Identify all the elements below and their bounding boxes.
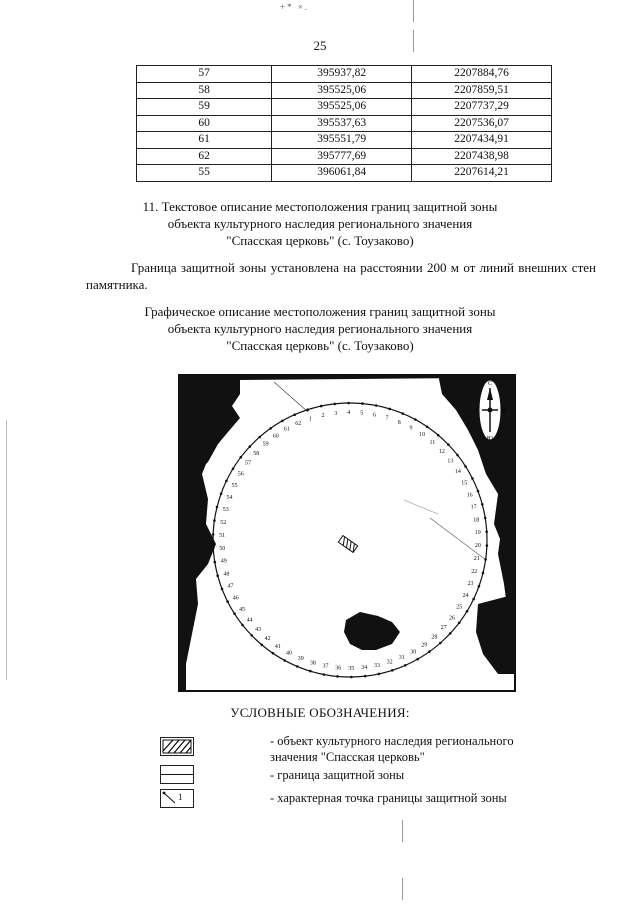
boundary-point-marker — [478, 585, 481, 588]
boundary-point-label: 36 — [335, 665, 342, 672]
boundary-point-label: 9 — [409, 425, 413, 432]
boundary-point-marker — [281, 420, 284, 423]
compass-east-label: В — [501, 408, 507, 414]
table-cell: 55 — [137, 165, 272, 182]
scan-marks: +* ×. — [280, 2, 310, 12]
legend-item-object-line1: - объект культурного наследия регионального — [270, 734, 514, 748]
boundary-point-marker — [258, 436, 261, 439]
boundary-point-marker — [334, 403, 337, 406]
boundary-point-marker — [249, 445, 252, 448]
boundary-point-marker — [471, 477, 474, 480]
boundary-point-marker — [240, 456, 243, 459]
legend-item-boundary: - граница защитной зоны — [270, 768, 405, 782]
table-cell: 2207884,76 — [412, 66, 552, 83]
boundary-point-label: 4 — [347, 410, 351, 416]
boundary-point-label: 1 — [308, 416, 312, 423]
boundary-point-marker — [272, 652, 275, 655]
table-cell: 60 — [137, 115, 272, 132]
boundary-point-label: 55 — [231, 482, 238, 489]
boundary-point-label: 48 — [223, 571, 230, 578]
table-row — [137, 99, 552, 116]
compass-south-label: Ю — [486, 436, 494, 442]
boundary-point-label: 42 — [264, 636, 271, 642]
boundary-point-marker — [388, 408, 391, 411]
boundary-point-label: 62 — [295, 420, 302, 427]
boundary-point-marker — [214, 561, 217, 564]
boundary-point-label: 2 — [321, 412, 325, 419]
boundary-point-label: 45 — [239, 606, 246, 613]
boundary-point-label: 25 — [456, 604, 463, 611]
boundary-point-marker — [404, 664, 407, 667]
boundary-point-label: 5 — [360, 410, 364, 417]
table-row — [137, 66, 552, 83]
legend-object-swatch — [160, 737, 194, 756]
boundary-point-marker — [320, 405, 323, 408]
table-cell: 395525,06 — [272, 99, 412, 116]
table-cell: 395551,79 — [272, 132, 412, 149]
boundary-point-label: 11 — [429, 440, 436, 446]
boundary-point-label: 3 — [334, 410, 338, 417]
section-graphic-line2: объекта культурного наследия регионального значения — [167, 321, 473, 336]
table-cell: 59 — [137, 99, 272, 116]
boundary-point-label: 50 — [219, 545, 226, 552]
boundary-point-label: 21 — [473, 556, 480, 563]
boundary-point-marker — [306, 408, 309, 411]
table-cell: 62 — [137, 148, 272, 165]
table-row — [137, 165, 552, 182]
table-cell: 2207614,21 — [412, 165, 552, 182]
boundary-point-marker — [449, 632, 452, 635]
boundary-point-label: 47 — [227, 583, 234, 590]
boundary-line-icon — [161, 774, 193, 775]
boundary-point-label: 57 — [245, 460, 251, 467]
boundary-point-marker — [414, 418, 417, 421]
compass-north-label: С — [487, 381, 493, 387]
table-cell: 395525,06 — [272, 82, 412, 99]
boundary-point-marker — [391, 669, 394, 672]
section-graphic-heading — [0, 303, 640, 354]
boundary-point-label: 24 — [462, 593, 469, 600]
boundary-point-marker — [283, 659, 286, 662]
boundary-point-marker — [364, 675, 367, 678]
hatch-pattern-icon — [161, 738, 193, 755]
table-cell: 2207536,07 — [412, 115, 552, 132]
table-cell: 395777,69 — [272, 148, 412, 165]
boundary-point-marker — [212, 547, 215, 550]
boundary-point-marker — [232, 467, 235, 470]
boundary-point-marker — [361, 402, 364, 405]
boundary-point-marker — [437, 434, 440, 437]
boundary-point-label: 40 — [286, 650, 292, 657]
compass-west-label: З — [474, 408, 478, 414]
boundary-point-label: 38 — [309, 660, 316, 667]
boundary-point-marker — [226, 600, 229, 603]
boundary-point-label: 18 — [473, 517, 480, 524]
legend-item-point: - характерная точка границы защитной зоны — [270, 791, 507, 805]
boundary-point-label: 13 — [447, 458, 454, 465]
coordinates-table — [136, 65, 552, 182]
table-cell: 396061,84 — [272, 165, 412, 182]
boundary-point-label: 7 — [385, 415, 389, 422]
table-cell: 395537,63 — [272, 115, 412, 132]
boundary-point-marker — [486, 544, 489, 547]
boundary-point-marker — [428, 650, 431, 653]
section-graphic-line3: "Спасская церковь" (с. Тоузаково) — [226, 338, 414, 353]
table-cell: 61 — [137, 132, 272, 149]
boundary-point-marker — [456, 454, 459, 457]
legend-point-sample-label: 1 — [178, 792, 183, 802]
table-cell: 2207737,29 — [412, 99, 552, 116]
section-text-line3: "Спасская церковь" (с. Тоузаково) — [226, 233, 414, 248]
boundary-point-marker — [482, 572, 485, 575]
boundary-point-marker — [220, 492, 223, 495]
boundary-point-marker — [447, 443, 450, 446]
boundary-point-label: 49 — [220, 558, 227, 565]
boundary-point-marker — [213, 519, 216, 522]
boundary-point-marker — [309, 670, 312, 673]
boundary-point-label: 32 — [386, 659, 393, 666]
table-row — [137, 82, 552, 99]
boundary-point-marker — [484, 558, 487, 561]
boundary-point-label: 19 — [474, 530, 481, 537]
boundary-point-label: 15 — [461, 480, 468, 487]
boundary-point-label: 17 — [470, 504, 477, 511]
table-row — [137, 148, 552, 165]
boundary-point-marker — [464, 465, 467, 468]
boundary-point-label: 56 — [237, 471, 244, 478]
boundary-point-marker — [477, 490, 480, 493]
boundary-point-label: 34 — [361, 665, 368, 672]
boundary-point-marker — [378, 673, 381, 676]
legend-title: УСЛОВНЫЕ ОБОЗНАЧЕНИЯ: — [230, 705, 410, 720]
scan-edge-left — [6, 420, 7, 680]
scan-line-bottom-2 — [402, 878, 403, 900]
section-text-line2: объекта культурного наследия регионального значения — [167, 216, 473, 231]
boundary-point-label: 60 — [272, 433, 279, 440]
boundary-point-label: 28 — [431, 634, 438, 641]
boundary-point-label: 53 — [222, 507, 229, 514]
boundary-point-label: 41 — [274, 643, 281, 650]
legend-item-object — [270, 733, 570, 765]
boundary-point-marker — [221, 588, 224, 591]
boundary-point-marker — [261, 644, 264, 647]
boundary-point-marker — [336, 675, 339, 678]
boundary-point-label: 44 — [246, 617, 253, 624]
boundary-point-marker — [484, 517, 487, 520]
boundary-point-marker — [458, 622, 461, 625]
table-cell: 2207859,51 — [412, 82, 552, 99]
table-cell: 395937,82 — [272, 66, 412, 83]
boundary-point-marker — [426, 426, 429, 429]
scan-line-bottom — [402, 820, 403, 842]
boundary-point-marker — [439, 642, 442, 645]
point-marker-icon — [161, 790, 193, 807]
table-cell: 58 — [137, 82, 272, 99]
boundary-point-label: 29 — [421, 642, 428, 649]
boundary-point-marker — [241, 624, 244, 627]
boundary-point-label: 59 — [262, 441, 269, 448]
boundary-point-label: 22 — [471, 568, 478, 575]
boundary-point-label: 51 — [219, 532, 226, 539]
map-svg — [178, 374, 516, 692]
boundary-point-label: 43 — [255, 627, 262, 634]
boundary-point-label: 23 — [467, 581, 474, 588]
boundary-point-marker — [233, 612, 236, 615]
boundary-point-marker — [347, 402, 350, 405]
boundary-point-label: 26 — [449, 615, 455, 622]
legend-item-object-line2: значения "Спасская церковь" — [270, 750, 425, 764]
boundary-point-label: 61 — [283, 426, 290, 433]
section-text-heading — [0, 198, 640, 249]
boundary-point-label: 10 — [419, 432, 426, 439]
boundary-point-marker — [485, 530, 488, 533]
boundary-point-label: 37 — [322, 663, 329, 670]
boundary-point-label: 20 — [474, 543, 481, 550]
boundary-point-marker — [216, 574, 219, 577]
boundary-point-marker — [216, 506, 219, 509]
boundary-point-label: 6 — [373, 412, 376, 419]
boundary-point-marker — [269, 427, 272, 430]
page-number: 25 — [313, 38, 327, 53]
section-graphic-line1: Графическое описание местоположения границ защитной зоны — [144, 304, 496, 319]
boundary-point-label: 39 — [297, 656, 304, 663]
boundary-point-marker — [375, 404, 378, 407]
boundary-point-label: 30 — [410, 649, 417, 656]
boundary-point-marker — [472, 598, 475, 601]
boundary-point-label: 35 — [348, 666, 355, 672]
table-row — [137, 132, 552, 149]
boundary-point-label: 27 — [440, 625, 447, 632]
boundary-point-marker — [416, 658, 419, 661]
boundary-point-marker — [296, 665, 299, 668]
boundary-point-label: 14 — [454, 469, 461, 476]
boundary-point-label: 33 — [374, 663, 380, 670]
section-text-line1: 11. Текстовое описание местоположения границ защитной зоны — [142, 199, 498, 214]
table-cell: 2207434,91 — [412, 132, 552, 149]
legend-point-swatch — [160, 789, 194, 808]
boundary-point-label: 12 — [438, 448, 445, 455]
boundary-point-label: 16 — [466, 492, 473, 499]
boundary-point-marker — [466, 610, 469, 613]
boundary-point-marker — [481, 503, 484, 506]
boundary-point-label: 58 — [253, 450, 260, 457]
boundary-point-label: 46 — [232, 595, 239, 602]
protection-zone-map — [178, 374, 516, 692]
boundary-point-marker — [250, 634, 253, 637]
boundary-point-marker — [401, 412, 404, 415]
boundary-point-label: 54 — [226, 494, 233, 501]
boundary-point-marker — [323, 673, 326, 676]
table-row — [137, 115, 552, 132]
legend-boundary-swatch — [160, 765, 194, 784]
table-cell: 57 — [137, 66, 272, 83]
boundary-paragraph: Граница защитной зоны установлена на расстоянии 200 м от линий внешних стен памятника. — [86, 260, 596, 292]
boundary-point-label: 8 — [397, 419, 401, 426]
boundary-point-label: 31 — [398, 655, 405, 662]
boundary-point-marker — [350, 676, 353, 679]
boundary-point-marker — [225, 480, 228, 483]
boundary-point-marker — [293, 413, 296, 416]
boundary-point-marker — [212, 533, 215, 536]
scan-line-top — [413, 0, 414, 22]
boundary-point-label: 52 — [220, 519, 227, 526]
table-cell: 2207438,98 — [412, 148, 552, 165]
